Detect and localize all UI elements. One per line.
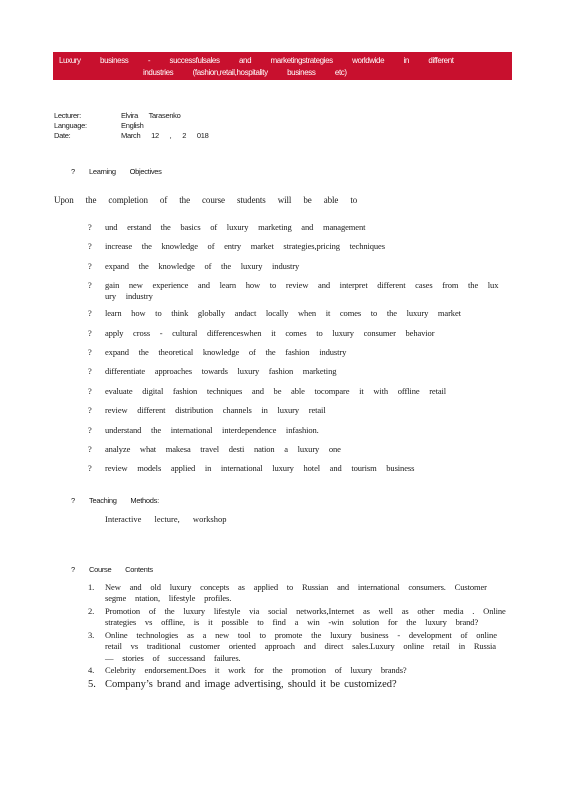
list-item-text: expand the knowledge of the luxury industry [105, 260, 300, 271]
list-item-text: review different distribution channels in luxury retail [105, 405, 326, 416]
meta-label: Language: [54, 121, 87, 130]
section-marker: ? [71, 496, 75, 505]
list-item [88, 665, 508, 676]
list-item-text: New and old luxury concepts as applied to Russian and international consumers. Customer segme ntation, lifestyle profiles. [105, 582, 487, 604]
list-item-text: apply cross - cultural differenceswhen it comes to luxury consumer behavior [105, 327, 435, 338]
list-item [88, 678, 508, 691]
list-item [88, 280, 508, 302]
teaching-methods-text: Interactive lecture, workshop [105, 514, 227, 524]
section-marker: ? [71, 565, 75, 574]
teaching-methods-heading [71, 496, 159, 505]
bullet-marker: ? [88, 280, 92, 291]
meta-value: March 12 , 2 018 [121, 131, 209, 140]
list-item [88, 463, 508, 474]
list-item [88, 366, 508, 377]
bullet-marker: ? [88, 443, 92, 454]
meta-value: Elvira Tarasenko [121, 111, 181, 120]
course-contents-heading [71, 565, 153, 574]
meta-value: English [121, 121, 144, 130]
list-item-text: expand the theoretical knowledge of the fashion industry [105, 346, 347, 357]
bullet-marker: ? [88, 405, 92, 416]
list-item-text: evaluate digital fashion techniques and be able tocompare it with offline retail [105, 385, 447, 396]
meta-label: Date: [54, 131, 71, 140]
section-title: Course Contents [89, 565, 153, 574]
bullet-marker: ? [88, 346, 92, 357]
list-item-text: increase the knowledge of entry market strategies,pricing techniques [105, 241, 385, 252]
list-item [88, 308, 508, 319]
meta-label: Lecturer: [54, 111, 81, 120]
list-item [88, 328, 508, 339]
objectives-list [88, 222, 508, 483]
list-item-text: review models applied in international luxury hotel and tourism business [105, 463, 415, 474]
list-item [88, 222, 508, 233]
list-item-text: Online technologies as a new tool to promote the luxury business - development of online retail vs traditional customer oriented approach and direct sales.Luxury online retail in Russia — stories of successand failures. [105, 630, 497, 663]
list-item-text: learn how to think globally andact locally when it comes to the luxury market [105, 308, 461, 319]
list-item [88, 241, 508, 252]
course-title-line-2: industries (fashion,retail,hospitality business etc) [143, 68, 347, 77]
list-item-text: understand the international interdependence infashion. [105, 424, 319, 435]
list-item [88, 405, 508, 416]
list-item-text: Celebrity endorsement.Does it work for the promotion of luxury brands? [105, 665, 407, 676]
item-number: 3. [88, 630, 95, 640]
bullet-marker: ? [88, 327, 92, 338]
course-contents-list [88, 582, 508, 692]
list-item [88, 444, 508, 455]
bullet-marker: ? [88, 308, 92, 319]
list-item-text: analyze what makesa travel desti nation a luxury one [105, 443, 341, 454]
section-marker: ? [71, 167, 75, 176]
list-item [88, 606, 508, 629]
list-item [88, 386, 508, 397]
learning-objectives-heading [71, 167, 162, 176]
list-item-text: Company’s brand and image advertising, should it be customized? [105, 679, 397, 690]
item-number: 4. [88, 665, 95, 676]
section-title: Teaching Methods: [89, 496, 159, 505]
bullet-marker: ? [88, 463, 92, 474]
list-item [88, 425, 508, 436]
list-item [88, 582, 508, 605]
item-number: 2. [88, 606, 95, 616]
bullet-marker: ? [88, 222, 92, 232]
list-item-text: differentiate approaches towards luxury fashion marketing [105, 366, 337, 377]
course-title-banner [53, 52, 512, 80]
item-number: 1. [88, 582, 95, 592]
section-title: Learning Objectives [89, 167, 162, 176]
list-item-text: und erstand the basics of luxury marketing and management [105, 222, 366, 232]
bullet-marker: ? [88, 241, 92, 252]
list-item-text: Promotion of the luxury lifestyle via social networks,Internet as well as other media . Online strategies vs offline, is it possible to find a win -win solution for the luxury brand? [105, 606, 506, 628]
list-item [88, 261, 508, 272]
list-item [88, 630, 508, 664]
bullet-marker: ? [88, 385, 92, 396]
objectives-intro: Upon the completion of the course students will be able to [54, 195, 358, 205]
bullet-marker: ? [88, 260, 92, 271]
course-title-line-1: Luxury business - successfulsales and marketingstrategies worldwide in different [59, 56, 454, 65]
item-number: 5. [88, 679, 96, 690]
bullet-marker: ? [88, 366, 92, 377]
list-item [88, 347, 508, 358]
bullet-marker: ? [88, 424, 92, 435]
list-item-text: gain new experience and learn how to review and interpret different cases from the lux ury industry [105, 280, 499, 302]
